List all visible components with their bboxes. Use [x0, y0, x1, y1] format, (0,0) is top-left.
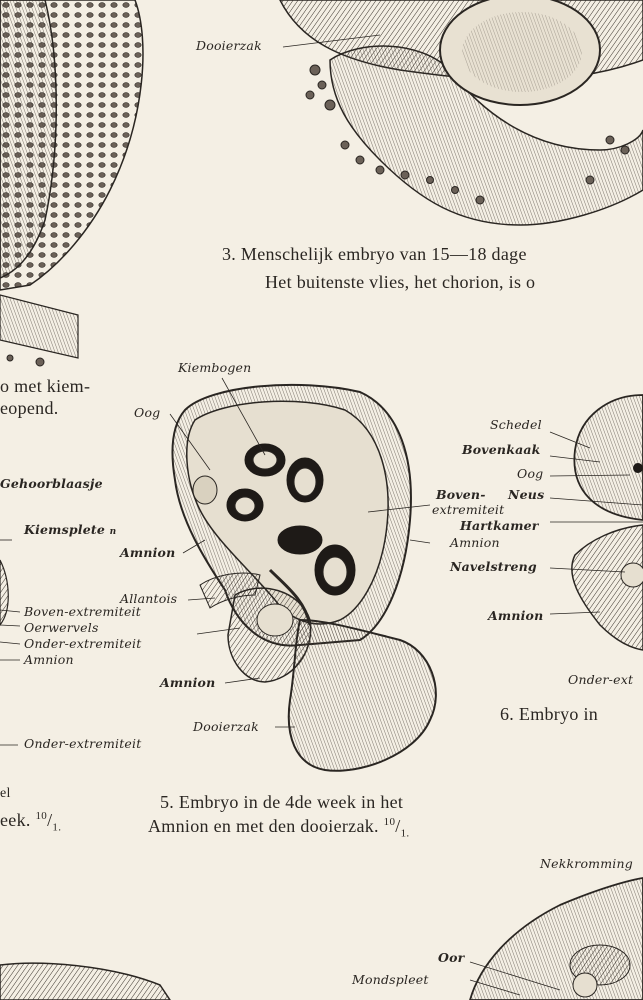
- caption-fig4-bottom1: el: [0, 786, 11, 801]
- label-kiemsplete-suffix: n: [109, 527, 117, 537]
- label-neus: Neus: [508, 487, 545, 502]
- label-oor: Oor: [438, 950, 465, 965]
- label-kiemsplete: [24, 522, 116, 537]
- label-amnion-fig5-left: Amnion: [120, 545, 176, 560]
- label-extremiteit-fig5: extremiteit: [432, 502, 505, 517]
- label-boven-extremiteit-fig4: Boven-extremiteit: [24, 604, 141, 619]
- caption-fig5-line2: Amnion en met den dooierzak. $^{10}/_{1.}$: [148, 816, 410, 840]
- label-navelstreng: Navelstreng: [450, 559, 537, 574]
- label-onder-extremiteit-fig4: Onder-extremiteit: [24, 636, 142, 651]
- figure-3-embryo-drawing: [280, 0, 643, 225]
- label-nekkromming: Nekkromming: [540, 856, 633, 871]
- label-dooierzak-fig5: Dooierzak: [193, 719, 259, 734]
- figure-5-embryo-drawing: [172, 385, 435, 771]
- label-oerwervels: Oerwervels: [24, 620, 99, 635]
- label-hartkamer: Hartkamer: [460, 518, 539, 533]
- label-amnion-fig6: Amnion: [488, 608, 544, 623]
- caption-fig6: 6. Embryo in: [500, 704, 599, 724]
- label-amnion-fig5-right: Amnion: [450, 535, 500, 550]
- scale-fig4-num: 10: [35, 810, 48, 822]
- figure-7-embryo-drawing: [470, 878, 643, 1000]
- caption-fig4-bottom2: eek. $^{10}/_{1.}$: [0, 810, 62, 834]
- caption-fig4-bottom2-text: eek.: [0, 810, 31, 830]
- caption-fig4-line1: o met kiem-: [0, 376, 91, 396]
- caption-fig5-line1: 5. Embryo in de 4de week in het: [160, 792, 404, 812]
- label-amnion-fig5-bottom: Amnion: [160, 675, 216, 690]
- label-schedel: Schedel: [490, 417, 542, 432]
- label-oog-fig5: Oog: [134, 405, 161, 420]
- figure-4-fragment-drawing: [0, 0, 143, 366]
- label-oog-fig6: Oog: [517, 466, 544, 481]
- figure-6-embryo-drawing: [572, 395, 643, 650]
- label-mondspleet: Mondspleet: [352, 972, 429, 987]
- caption-fig3-line2: Het buitenste vlies, het chorion, is o: [265, 272, 536, 292]
- label-gehoorblaasje: Gehoorblaasje: [0, 476, 103, 491]
- caption-fig4-line2: eopend.: [0, 398, 59, 418]
- caption-fig5-line2-text: Amnion en met den dooierzak.: [148, 816, 379, 836]
- label-bovenkaak: Bovenkaak: [462, 442, 541, 457]
- label-dooierzak-fig3: Dooierzak: [196, 38, 262, 53]
- label-onder-extremiteit-fig4-2: Onder-extremiteit: [24, 736, 142, 751]
- caption-fig3-line1: 3. Menschelijk embryo van 15—18 dage: [222, 244, 527, 264]
- label-boven-fig5: Boven-: [436, 487, 486, 502]
- label-kiembogen: Kiembogen: [178, 360, 252, 375]
- label-amnion-fig4: Amnion: [24, 652, 74, 667]
- label-kiemsplete-text: Kiemsplete: [24, 522, 105, 537]
- label-allantois: Allantois: [120, 591, 178, 606]
- scale-fig4-den: 1.: [52, 821, 62, 834]
- label-onder-ext-fig6: Onder-ext: [568, 672, 634, 687]
- scale-fig5-den: 1.: [400, 827, 410, 840]
- scale-fig5-num: 10: [383, 816, 396, 828]
